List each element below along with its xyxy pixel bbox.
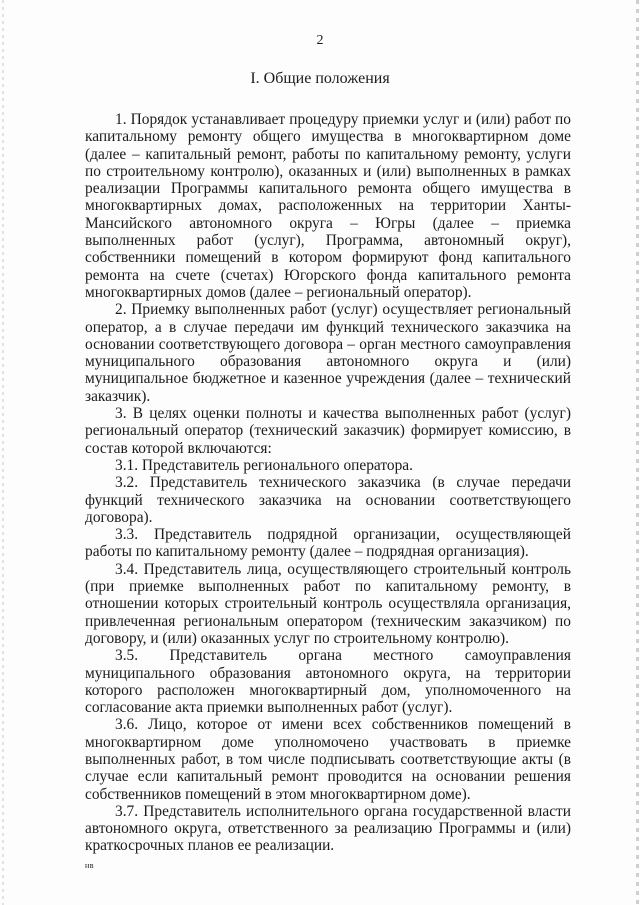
paragraph-3: 3. В целях оценки полноты и качества выполненных работ (услуг) региональный оператор (технический заказчик) формирует комиссию, в состав которой включаются:	[85, 405, 571, 457]
paragraph-2: 2. Приемку выполненных работ (услуг) осуществляет региональный оператор, а в случае передачи им функций технического заказчика на основании соответствующего договора – орган местного самоуправления муниципального образования автономного округа и (или) муниципальное бюджетное и казенное учреждения (далее – технический заказчик).	[85, 301, 571, 405]
paragraph-3-2: 3.2. Представитель технического заказчика (в случае передачи функций технического заказчика на основании соответствующего договора).	[85, 474, 571, 526]
page-number: 2	[316, 33, 324, 48]
paragraph-1: 1. Порядок устанавливает процедуру приемки услуг и (или) работ по капитальному ремонту общего имущества в многоквартирном доме (далее – капитальный ремонт, работы по капитальному ремонту, услуги по строительному контролю), оказанных и (или) выполненных в рамках реализации Программы капитального ремонта общего имущества в многоквартирных домах, расположенных на территории Ханты-Мансийского автономного округа – Югры (далее – приемка выполненных работ (услуг), Программа, автономный округ), собственники помещений в котором формируют фонд капитального ремонта на счете (счетах) Югорского фонда капитального ремонта многоквартирных домов (далее – региональный оператор).	[85, 111, 571, 301]
section-heading: I. Общие положения	[250, 70, 390, 87]
paragraph-3-1: 3.1. Представитель регионального оператора.	[115, 456, 413, 474]
paragraph-3-6: 3.6. Лицо, которое от имени всех собственников помещений в многоквартирном доме уполномочено участвовать в приемке выполненных работ, в том числе подписывать соответствующие акты (в случае если капитальный ремонт проводится на основании решения собственников помещений в этом многоквартирном доме).	[85, 716, 571, 803]
scan-edge-left	[2, 0, 4, 905]
scan-edge-right	[636, 0, 639, 905]
paragraph-3-7: 3.7. Представитель исполнительного органа государственной власти автономного округа, ответственного за реализацию Программы и (или) краткосрочных планов ее реализации.	[85, 802, 571, 855]
document-body	[85, 111, 571, 855]
footer-code: нв	[85, 861, 95, 870]
paragraph-3-4: 3.4. Представитель лица, осуществляющего строительный контроль (при приемке выполненных работ по капитальному ремонту, в отношении которых строительный контроль осуществляла организация, привлеченная региональным оператором (техническим заказчиком) по договору, и (или) оказанных услуг по строительному контролю).	[85, 560, 571, 647]
paragraph-3-3: 3.3. Представитель подрядной организации, осуществляющей работы по капитальному ремонту (далее – подрядная организация).	[85, 526, 571, 561]
paragraph-3-5: 3.5. Представитель органа местного самоуправления муниципального образования автономного округа, на территории которого расположен многоквартирный дом, уполномоченного на согласование акта приемки выполненных работ (услуг).	[85, 647, 571, 717]
